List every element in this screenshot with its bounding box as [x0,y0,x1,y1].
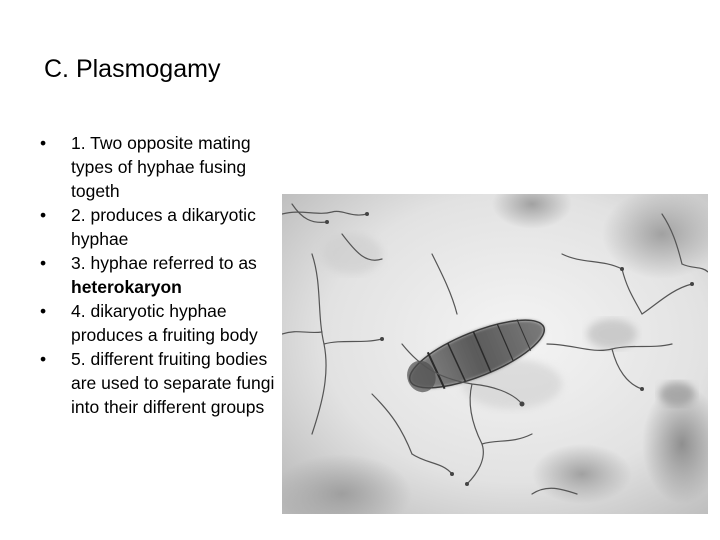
bullet-marker: • [40,349,47,369]
bullet-item [40,131,290,203]
bullet-text: 2. produces a dikaryotic hyphae [71,205,256,249]
bullet-marker: • [40,253,47,273]
bullet-list [40,131,290,419]
bullet-text: 3. hyphae referred to as [71,253,257,273]
bullet-item [40,347,290,419]
bullet-marker: • [40,205,47,225]
bullet-bold-term: heterokaryon [71,277,182,297]
bullet-marker: • [40,133,47,153]
bullet-text: 1. Two opposite mating types of hyphae fusing togeth [71,133,251,201]
bullet-item [40,203,290,251]
bullet-text: 5. different fruiting bodies are used to separate fungi into their different groups [71,349,275,417]
hyphae-micrograph [282,194,708,514]
bullet-item [40,299,290,347]
bullet-text: 4. dikaryotic hyphae produces a fruiting body [71,301,258,345]
bullet-marker: • [40,301,47,321]
bullet-item [40,251,290,299]
slide-title: C. Plasmogamy [44,55,221,83]
